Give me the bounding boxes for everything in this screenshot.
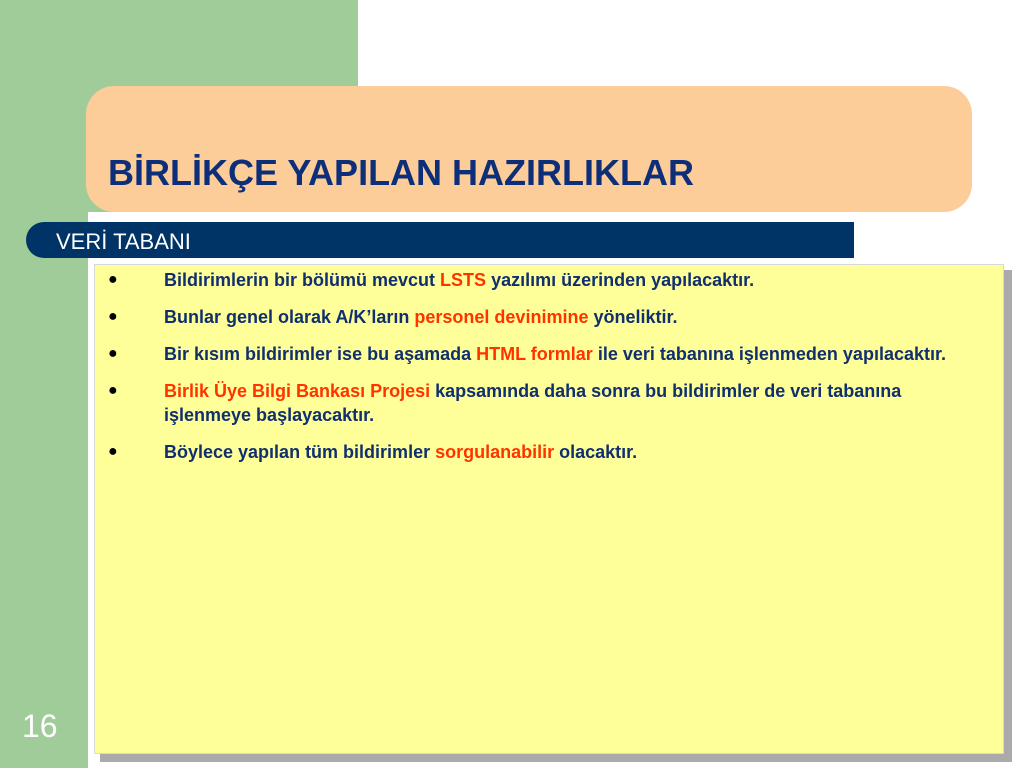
bullet-item — [104, 379, 984, 427]
bullet-item — [104, 268, 984, 292]
bullet-icon: ● — [108, 271, 118, 288]
bullet-text: yöneliktir. — [588, 307, 678, 327]
bullet-highlight: personel devinimine — [414, 307, 589, 327]
bullet-icon: ● — [108, 443, 118, 460]
bullet-text: Bunlar genel olarak A/K’ların — [164, 307, 415, 327]
slide-title: BİRLİKÇE YAPILAN HAZIRLIKLAR — [108, 152, 695, 193]
bullet-text: Bir kısım bildirimler ise bu aşamada — [164, 344, 477, 364]
subheader-label: VERİ TABANI — [56, 229, 191, 254]
bullet-item — [104, 342, 984, 366]
bullet-text: ile veri tabanına işlenmeden yapılacaktır. — [592, 344, 946, 364]
bullet-item — [104, 440, 984, 464]
bullet-text: yazılımı üzerinden yapılacaktır. — [486, 270, 755, 290]
page-number: 16 — [22, 708, 58, 744]
bullet-highlight: HTML formlar — [476, 344, 593, 364]
bullet-list — [104, 268, 984, 477]
bullet-text: olacaktır. — [554, 442, 638, 462]
bullet-highlight: LSTS — [440, 270, 487, 290]
bullet-icon: ● — [108, 345, 118, 362]
bullet-icon: ● — [108, 308, 118, 325]
bullet-icon: ● — [108, 382, 118, 399]
bullet-highlight: sorgulanabilir — [435, 442, 555, 462]
side-band-left — [0, 240, 88, 768]
bullet-text: kapsamında daha sonra bu bildirimler de veri tabanına işlenmeye başlayacaktır. — [164, 381, 902, 425]
bullet-highlight: Birlik Üye Bilgi Bankası Projesi — [164, 381, 431, 401]
bullet-text: Bildirimlerin bir bölümü mevcut — [164, 270, 441, 290]
bullet-item — [104, 305, 984, 329]
bullet-text: Böylece yapılan tüm bildirimler — [164, 442, 436, 462]
